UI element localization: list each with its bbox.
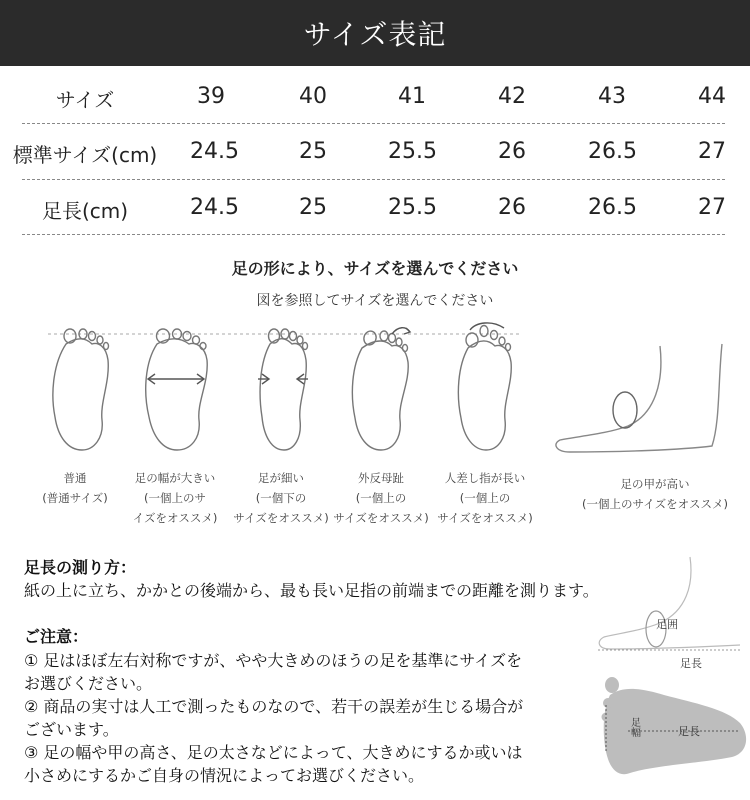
caption-bunion [326, 468, 436, 528]
table-cell: 26.5 [588, 195, 637, 220]
table-cell: 26 [498, 139, 526, 164]
table-cell: 25.5 [388, 139, 437, 164]
header-title: サイズ表記 [303, 18, 447, 51]
note-line: ③ 足の幅や甲の高さ、足の太さなどによって、大きめにするか或いは [24, 743, 523, 762]
note-line: お選びください。 [24, 674, 153, 693]
measure-text: 紙の上に立ち、かかとの後端から、最も長い足指の前端までの距離を測ります。 [24, 581, 599, 600]
foot-normal-icon [53, 329, 109, 450]
table-cell: 27 [698, 139, 726, 164]
table-row-length [0, 181, 750, 237]
foot-long-toe-icon [458, 323, 511, 450]
table-cell: 39 [197, 84, 225, 109]
caption-line: (一個上の [459, 491, 511, 505]
caption-line: (一個上のサ [144, 491, 206, 505]
row-label: 足長(cm) [41, 199, 129, 223]
side-foot-icon [599, 557, 740, 649]
caption-line: 人差し指が長い [444, 471, 526, 485]
table-cell: 25.5 [388, 195, 437, 220]
caption-long-toe [430, 468, 540, 528]
foot-high-instep-icon [556, 344, 722, 452]
foot-shapes-illustration [0, 322, 750, 457]
row-label: 標準サイズ(cm) [12, 143, 158, 167]
notes-heading: ご注意： [24, 627, 89, 646]
foot-measure-diagram [590, 555, 750, 800]
table-cell: 27 [698, 195, 726, 220]
divider [22, 123, 725, 124]
caption-line: (普通サイズ) [42, 491, 108, 505]
label-length-top: 足長 [680, 657, 702, 670]
caption-line: サイズをオススメ) [333, 511, 429, 525]
foot-narrow-icon [258, 329, 308, 450]
label-instep: 足囲 [656, 618, 678, 631]
caption-line: イズをオススメ) [132, 511, 218, 525]
caption-line: 足の甲が高い [620, 477, 690, 491]
label-width: 足幅 [628, 717, 640, 737]
table-cell: 40 [299, 84, 327, 109]
caption-line: 外反母趾 [358, 471, 404, 485]
note-line: ① 足はほぼ左右対称ですが、やや大きめのほうの足を基準にサイズを [24, 651, 523, 670]
caption-line: (一個上のサイズをオススメ) [582, 497, 728, 511]
caption-line: サイズをオススメ) [233, 511, 329, 525]
foot-bunion-icon [352, 328, 410, 450]
note-line: 小さめにするかご自身の情況によってお選びください。 [24, 766, 425, 785]
note-line: ② 商品の実寸は人工で測ったものなので、若干の誤差が生じる場合が [24, 697, 524, 716]
label-length-bottom: 足長 [678, 725, 700, 738]
caption-line: 足の幅が大きい [134, 471, 216, 485]
table-cell: 26.5 [588, 139, 637, 164]
table-cell: 41 [398, 84, 426, 109]
table-cell: 25 [299, 195, 327, 220]
caption-line: (一個下の [255, 491, 307, 505]
caption-normal [30, 468, 120, 508]
row-label: サイズ [55, 88, 115, 112]
table-cell: 25 [299, 139, 327, 164]
caption-narrow [226, 468, 336, 528]
foot-wide-icon [146, 329, 208, 450]
caption-line: (一個上の [355, 491, 407, 505]
table-cell: 43 [598, 84, 626, 109]
table-cell: 44 [698, 84, 726, 109]
measure-heading: 足長の測り方： [24, 558, 137, 577]
note-line: ございます。 [24, 720, 119, 739]
table-row-standard [0, 125, 750, 181]
page-header [0, 0, 750, 66]
footprint-icon [602, 677, 747, 774]
caption-line: 足が細い [258, 471, 304, 485]
caption-high-instep [570, 474, 740, 514]
divider [22, 179, 725, 180]
caption-line: サイズをオススメ) [437, 511, 533, 525]
table-cell: 24.5 [190, 195, 239, 220]
divider [22, 234, 725, 235]
table-row-size [0, 70, 750, 126]
table-cell: 42 [498, 84, 526, 109]
guide-title: 足の形により、サイズを選んでください [231, 259, 519, 278]
table-cell: 26 [498, 195, 526, 220]
guide-subtitle: 図を参照してサイズを選んでください [256, 293, 494, 309]
caption-line: 普通 [63, 471, 87, 485]
caption-wide [125, 468, 225, 528]
table-cell: 24.5 [190, 139, 239, 164]
